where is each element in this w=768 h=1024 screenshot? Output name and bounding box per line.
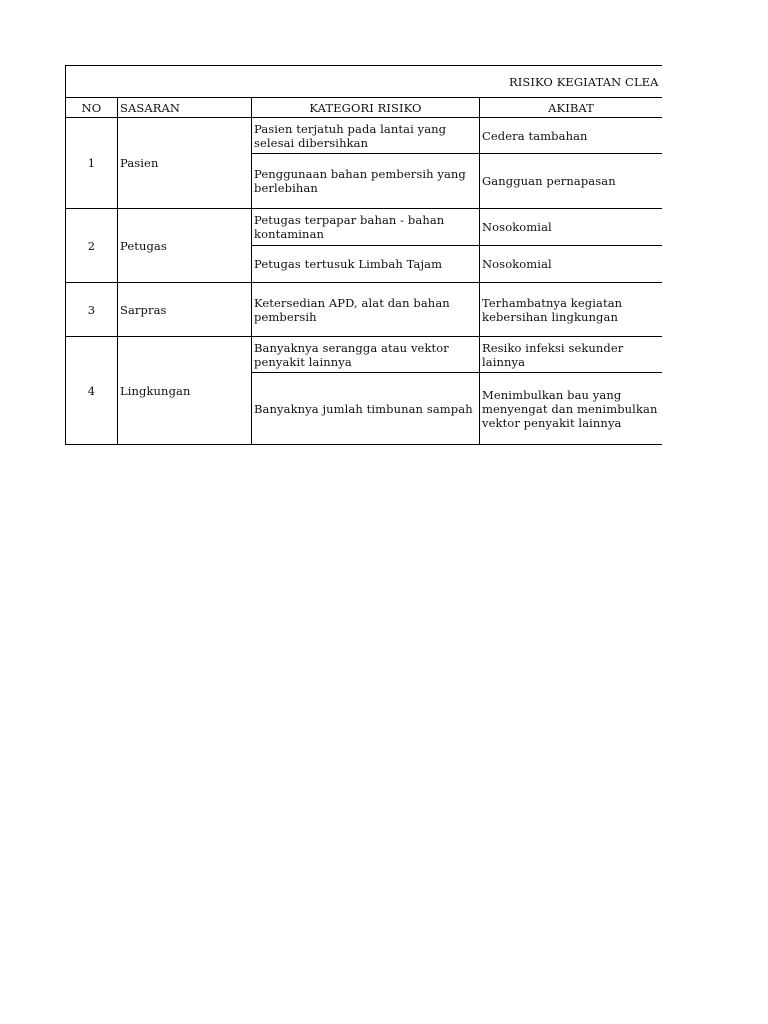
header-sasaran: SASARAN [118, 98, 252, 118]
row-no: 2 [66, 209, 118, 283]
row-no: 4 [66, 337, 118, 445]
header-kategori-risiko: KATEGORI RISIKO [252, 98, 480, 118]
row-kategori: Banyaknya serangga atau vektor penyakit lainnya [252, 337, 480, 373]
row-kategori: Ketersedian APD, alat dan bahan pembersih [252, 283, 480, 337]
row-kategori: Banyaknya jumlah timbunan sampah [252, 373, 480, 445]
risk-table [65, 65, 662, 445]
row-akibat: Gangguan pernapasan [480, 154, 663, 209]
table-row [66, 283, 663, 337]
row-akibat: Nosokomial [480, 246, 663, 283]
header-row [66, 98, 663, 118]
title-row [66, 66, 663, 98]
row-sasaran: Lingkungan [118, 337, 252, 445]
table-row [66, 337, 663, 373]
header-no: NO [66, 98, 118, 118]
header-akibat: AKIBAT [480, 98, 663, 118]
row-no: 3 [66, 283, 118, 337]
row-sasaran: Pasien [118, 118, 252, 209]
row-akibat: Nosokomial [480, 209, 663, 246]
row-kategori: Petugas tertusuk Limbah Tajam [252, 246, 480, 283]
row-sasaran: Sarpras [118, 283, 252, 337]
row-akibat: Cedera tambahan [480, 118, 663, 154]
row-no: 1 [66, 118, 118, 209]
risk-table-sheet [65, 65, 662, 445]
table-title: RISIKO KEGIATAN CLEA [66, 66, 663, 98]
row-sasaran: Petugas [118, 209, 252, 283]
row-kategori: Petugas terpapar bahan - bahan kontaminan [252, 209, 480, 246]
row-akibat: Menimbulkan bau yang menyengat dan menimbulkan vektor penyakit lainnya [480, 373, 663, 445]
table-row [66, 209, 663, 246]
table-row [66, 118, 663, 154]
row-akibat: Resiko infeksi sekunder lainnya [480, 337, 663, 373]
row-akibat: Terhambatnya kegiatan kebersihan lingkungan [480, 283, 663, 337]
row-kategori: Pasien terjatuh pada lantai yang selesai dibersihkan [252, 118, 480, 154]
row-kategori: Penggunaan bahan pembersih yang berlebihan [252, 154, 480, 209]
